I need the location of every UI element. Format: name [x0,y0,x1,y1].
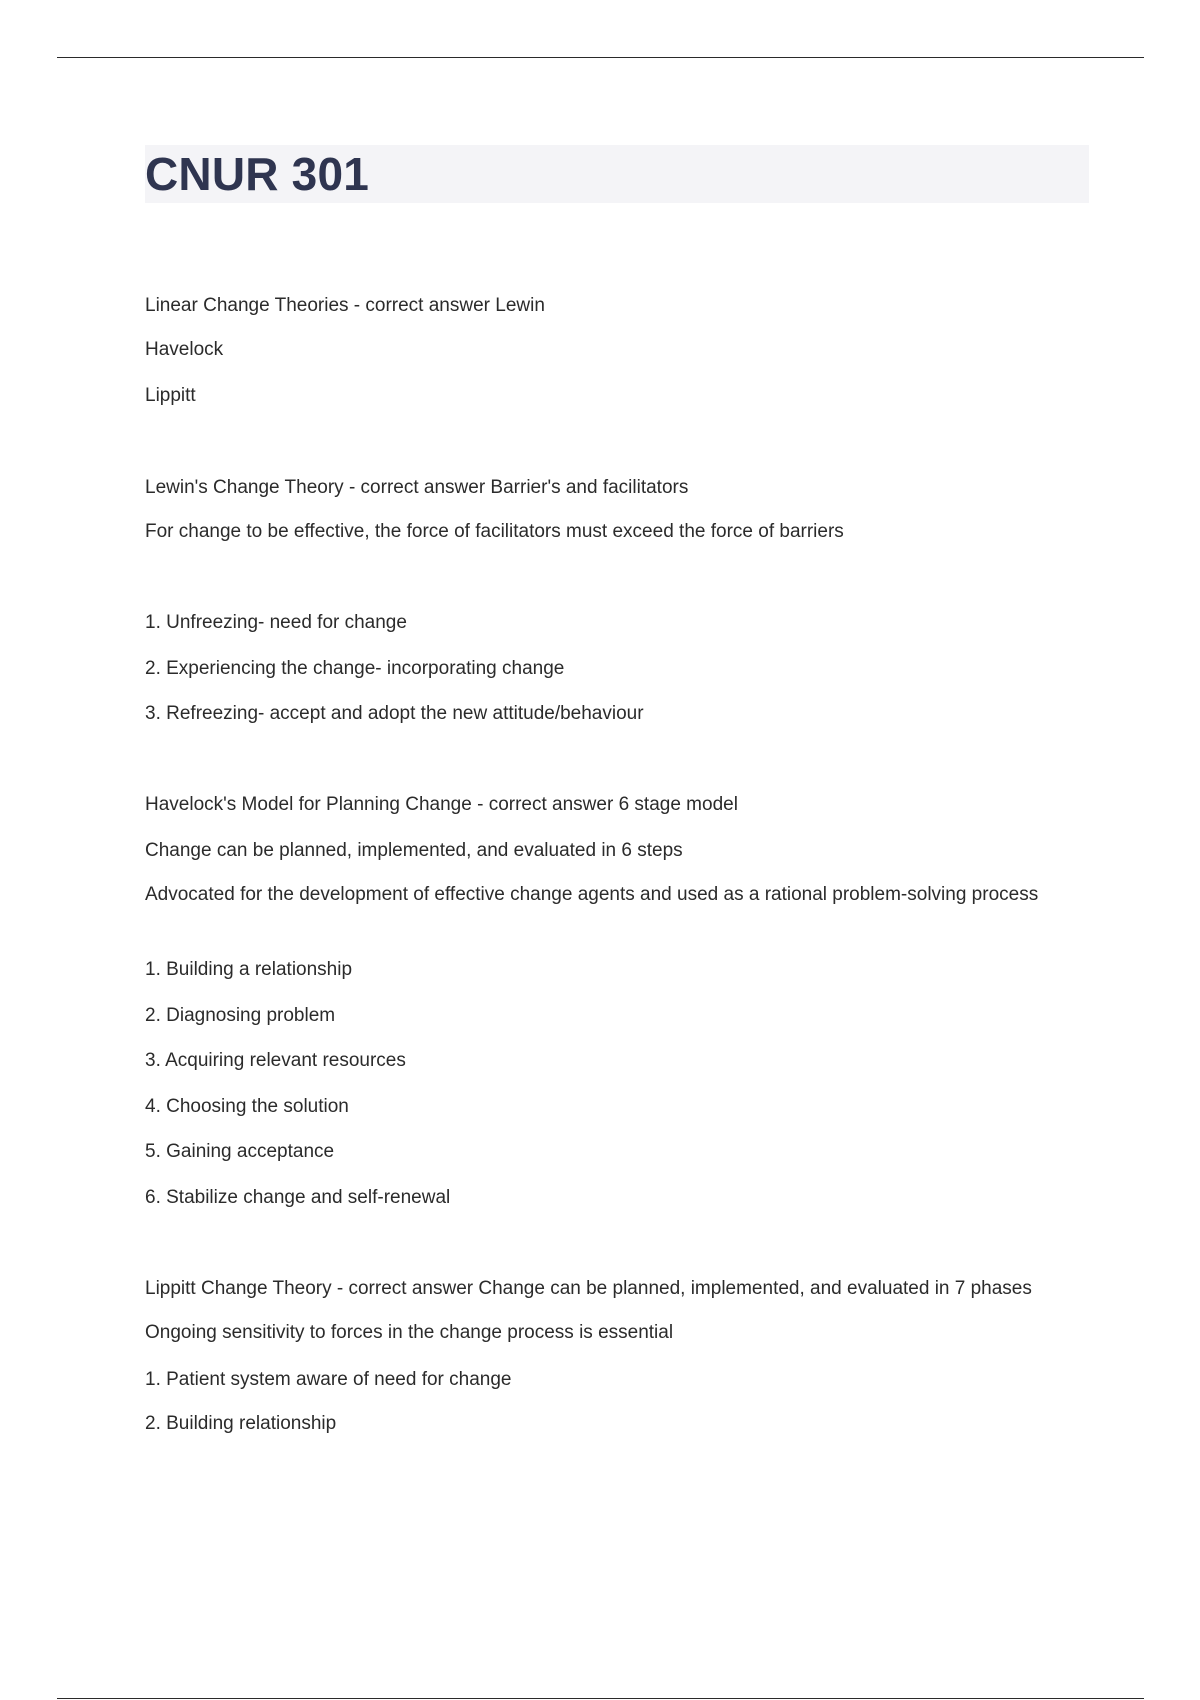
title-band [145,145,1089,203]
section-line: Havelock [145,339,224,360]
section-line: Ongoing sensitivity to forces in the change process is essential [145,1322,674,1343]
section-line: 1. Patient system aware of need for change [145,1369,512,1390]
section-line: 5. Gaining acceptance [145,1141,335,1162]
bottom-rule [57,1698,1144,1699]
section-line: 2. Diagnosing problem [145,1005,336,1026]
section-heading-linear-change: Linear Change Theories - correct answer Lewin [145,295,545,316]
section-line: 1. Unfreezing- need for change [145,612,407,633]
section-line: 3. Refreezing- accept and adopt the new attitude/behaviour [145,703,644,724]
section-line: Change can be planned, implemented, and evaluated in 6 steps [145,840,683,861]
section-heading-lewin: Lewin's Change Theory - correct answer Barrier's and facilitators [145,477,689,498]
section-heading-lippitt: Lippitt Change Theory - correct answer Change can be planned, implemented, and evaluated in 7 phases [145,1278,1032,1299]
top-rule [57,57,1144,58]
section-heading-havelock: Havelock's Model for Planning Change - correct answer 6 stage model [145,794,738,815]
section-line: 2. Experiencing the change- incorporating change [145,658,565,679]
section-line: Lippitt [145,385,196,406]
section-line: 3. Acquiring relevant resources [145,1050,406,1071]
section-line: 4. Choosing the solution [145,1096,349,1117]
section-line: For change to be effective, the force of facilitators must exceed the force of barriers [145,521,844,542]
section-line: 1. Building a relationship [145,959,353,980]
section-line: Advocated for the development of effective change agents and used as a rational problem-solving process [145,884,1039,905]
section-line: 6. Stabilize change and self-renewal [145,1187,451,1208]
section-line: 2. Building relationship [145,1413,337,1434]
page-title: CNUR 301 [145,148,370,200]
